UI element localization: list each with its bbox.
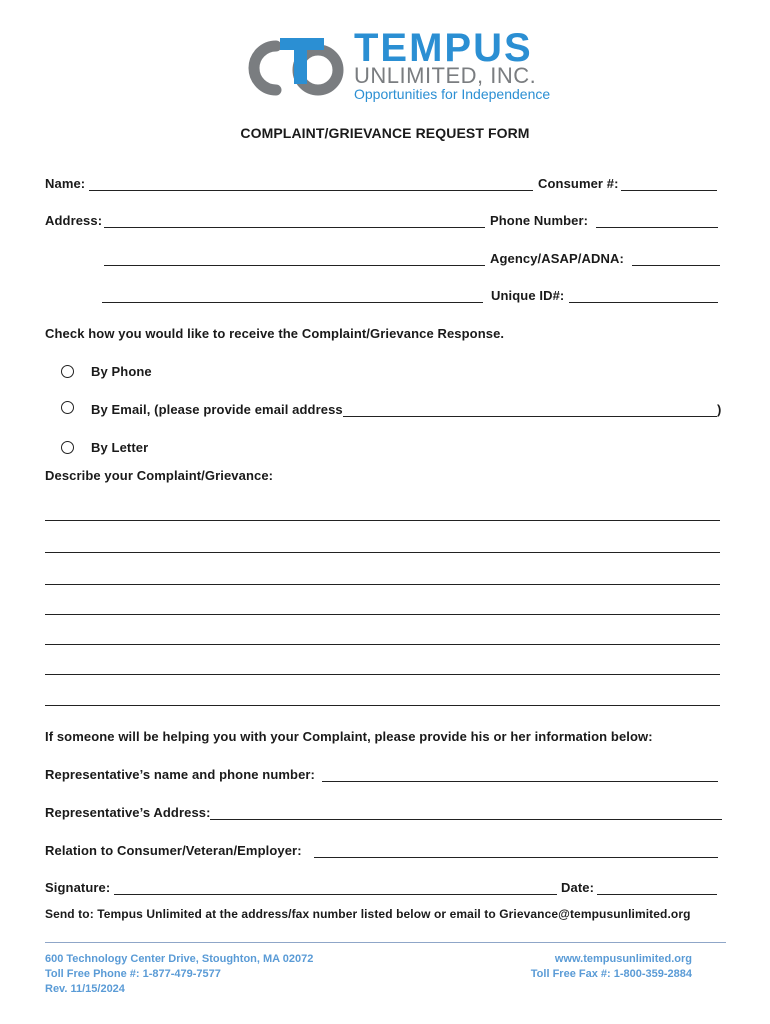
description-line[interactable] <box>45 674 720 675</box>
address-field-2[interactable] <box>104 265 485 266</box>
logo-word-tempus: TEMPUS <box>354 26 533 70</box>
description-line[interactable] <box>45 584 720 585</box>
logo-mark-icon <box>236 32 356 102</box>
unique-id-field[interactable] <box>569 302 718 303</box>
consumer-label: Consumer #: <box>538 176 619 191</box>
agency-label: Agency/ASAP/ADNA: <box>490 251 624 266</box>
phone-field[interactable] <box>596 227 718 228</box>
option-letter-label: By Letter <box>91 440 149 455</box>
address-field-1[interactable] <box>104 227 485 228</box>
helper-prompt: If someone will be helping you with your Complaint, please provide his or her information below: <box>45 729 653 744</box>
address-label: Address: <box>45 213 103 228</box>
footer-right <box>470 952 692 982</box>
option-email-close: ) <box>717 402 722 417</box>
phone-label: Phone Number: <box>490 213 589 228</box>
footer-fax: Toll Free Fax #: 1-800-359-2884 <box>530 968 692 980</box>
radio-email[interactable] <box>61 401 74 414</box>
description-line[interactable] <box>45 520 720 521</box>
description-line[interactable] <box>45 644 720 645</box>
logo-word-unlimited: UNLIMITED, INC. <box>354 63 537 88</box>
footer-revision: Rev. 11/15/2024 <box>45 983 125 995</box>
footer-address: 600 Technology Center Drive, Stoughton, MA 02072 <box>45 953 314 965</box>
description-line[interactable] <box>45 552 720 553</box>
email-address-field[interactable] <box>343 416 717 417</box>
unique-id-label: Unique ID#: <box>491 288 565 303</box>
logo-tagline: Opportunities for Independence <box>354 86 551 102</box>
footer-left <box>45 952 313 997</box>
date-label: Date: <box>561 880 595 895</box>
form-title: COMPLAINT/GRIEVANCE REQUEST FORM <box>240 125 530 141</box>
option-email-label: By Email, (please provide email address <box>91 402 343 417</box>
footer-phone: Toll Free Phone #: 1-877-479-7577 <box>45 968 221 980</box>
name-field[interactable] <box>89 190 533 191</box>
footer-website-link[interactable]: www.tempusunlimited.org <box>554 953 692 965</box>
agency-field[interactable] <box>632 265 720 266</box>
footer-divider <box>45 942 726 943</box>
signature-field[interactable] <box>114 894 557 895</box>
radio-phone[interactable] <box>61 365 74 378</box>
date-field[interactable] <box>597 894 717 895</box>
send-to-instructions: Send to: Tempus Unlimited at the address/fax number listed below or email to Grievance@tempusunlimited.org <box>45 907 691 921</box>
description-line[interactable] <box>45 614 720 615</box>
company-logo <box>236 26 551 105</box>
name-label: Name: <box>45 176 86 191</box>
option-phone-label: By Phone <box>91 364 152 379</box>
address-field-3[interactable] <box>102 302 483 303</box>
rep-address-label: Representative’s Address: <box>45 805 211 820</box>
relation-field[interactable] <box>314 857 718 858</box>
rep-address-field[interactable] <box>210 819 722 820</box>
description-line[interactable] <box>45 705 720 706</box>
consumer-field[interactable] <box>621 190 717 191</box>
rep-name-label: Representative’s name and phone number: <box>45 767 315 782</box>
relation-label: Relation to Consumer/Veteran/Employer: <box>45 843 302 858</box>
radio-letter[interactable] <box>61 441 74 454</box>
response-prompt: Check how you would like to receive the Complaint/Grievance Response. <box>45 326 505 341</box>
rep-name-field[interactable] <box>322 781 718 782</box>
describe-label: Describe your Complaint/Grievance: <box>45 468 274 483</box>
signature-label: Signature: <box>45 880 111 895</box>
